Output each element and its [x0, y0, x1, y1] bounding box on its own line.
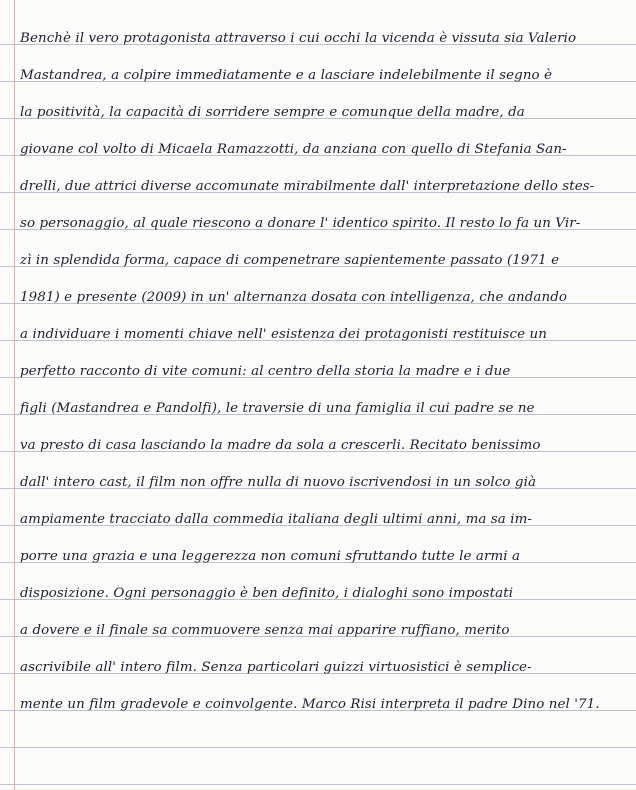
text-line: ascrivibile all' intero film. Senza particolari guizzi virtuosistici è semplice-	[20, 660, 532, 675]
handwritten-text	[20, 20, 628, 723]
text-line: giovane col volto di Micaela Ramazzotti, da anziana con quello di Stefania San-	[20, 142, 567, 157]
text-line: porre una grazia e una leggerezza non comuni sfruttando tutte le armi a	[20, 549, 521, 564]
text-line: Benchè il vero protagonista attraverso i cui occhi la vicenda è vissuta sia Valerio	[20, 31, 577, 46]
text-line: mente un film gradevole e coinvolgente. Marco Risi interpreta il padre Dino nel '71.	[20, 697, 600, 712]
text-line: a individuare i momenti chiave nell' esistenza dei protagonisti restituisce un	[20, 327, 547, 342]
margin-rule	[14, 0, 15, 790]
text-line: a dovere e il finale sa commuovere senza mai apparire ruffiano, merito	[20, 623, 510, 638]
text-line: perfetto racconto di vite comuni: al centro della storia la madre e i due	[20, 364, 511, 379]
text-line: zì in splendida forma, capace di compenetrare sapientemente passato (1971 e	[20, 253, 560, 268]
text-line: disposizione. Ogni personaggio è ben definito, i dialoghi sono impostati	[20, 586, 514, 601]
text-line: so personaggio, al quale riescono a donare l' identico spirito. Il resto lo fa un Vir-	[20, 216, 581, 231]
text-line: Mastandrea, a colpire immediatamente e a lasciare indelebilmente il segno è	[20, 68, 553, 83]
text-line: la positività, la capacità di sorridere sempre e comunque della madre, da	[20, 105, 525, 120]
text-line: 1981) e presente (2009) in un' alternanza dosata con intelligenza, che andando	[20, 290, 568, 305]
text-line: dall' intero cast, il film non offre nulla di nuovo iscrivendosi in un solco già	[20, 475, 537, 490]
text-line: ampiamente tracciato dalla commedia italiana degli ultimi anni, ma sa im-	[20, 512, 533, 527]
text-line: figli (Mastandrea e Pandolfi), le traversie di una famiglia il cui padre se ne	[20, 401, 535, 416]
text-line: drelli, due attrici diverse accomunate mirabilmente dall' interpretazione dello stes-	[20, 179, 595, 194]
text-line: va presto di casa lasciando la madre da sola a crescerli. Recitato benissimo	[20, 438, 541, 453]
